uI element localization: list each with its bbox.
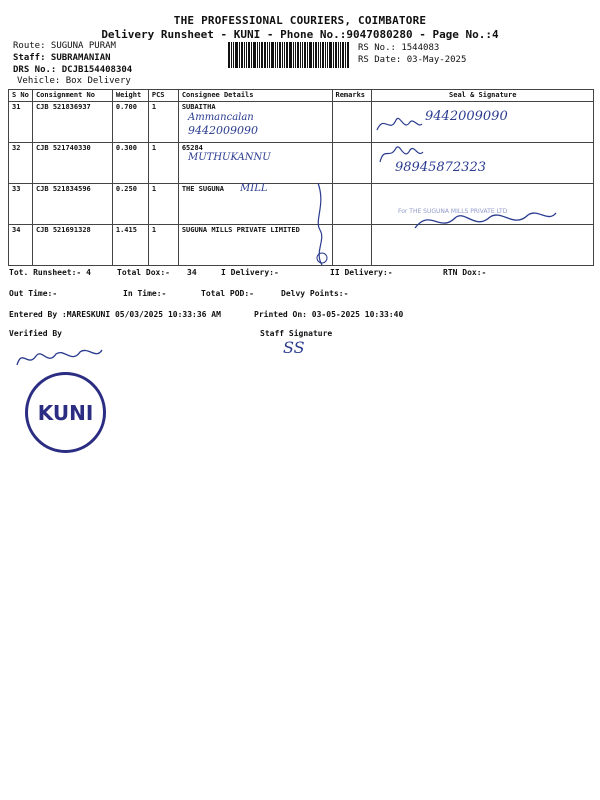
barcode-bar: [320, 42, 321, 68]
total-dox-value: 34: [187, 268, 197, 277]
kuni-stamp: [25, 372, 106, 453]
barcode-bar: [275, 42, 276, 68]
handwritten-bracket: [300, 180, 340, 270]
rs-date: RS Date: 03-May-2025: [358, 55, 467, 65]
col-remarks: Remarks: [332, 90, 372, 102]
barcode-bar: [329, 42, 332, 68]
barcode-bar: [267, 42, 268, 68]
barcode-bar: [239, 42, 240, 68]
barcode-bar: [304, 42, 306, 68]
rtn-dox: RTN Dox:-: [443, 268, 487, 277]
total-pod: Total POD:-: [201, 289, 254, 298]
cell-sno: 32: [9, 143, 33, 184]
col-consignee: Consignee Details: [178, 90, 332, 102]
barcode-bar: [302, 42, 303, 68]
barcode-bar: [307, 42, 308, 68]
barcode-bar: [289, 42, 292, 68]
cell-sno: 31: [9, 102, 33, 143]
barcode-bar: [342, 42, 344, 68]
total-dox-label: Total Dox:-: [117, 268, 170, 277]
handwritten-name-row1: Ammancalan: [188, 112, 254, 123]
handwritten-sig-phone-row2: 98945872323: [395, 160, 486, 175]
entered-by: Entered By :MARESKUNI 05/03/2025 10:33:36 AM: [9, 310, 221, 319]
barcode-bar: [327, 42, 328, 68]
handwritten-phone-row1: 9442009090: [188, 124, 258, 137]
barcode-bar: [297, 42, 299, 68]
barcode-bar: [284, 42, 285, 68]
handwritten-suffix-row3: MILL: [240, 183, 268, 194]
verified-by: Verified By: [9, 329, 62, 338]
cell-consignment: CJB 521691328: [32, 225, 112, 266]
barcode-bar: [322, 42, 324, 68]
cell-pcs: 1: [148, 225, 178, 266]
cell-weight: 0.700: [112, 102, 148, 143]
cell-sno: 33: [9, 184, 33, 225]
signature-row4: [410, 203, 560, 238]
barcode-bar: [300, 42, 301, 68]
barcode-bar: [241, 42, 243, 68]
cell-remarks: [332, 102, 372, 143]
table-header-row: [9, 90, 594, 102]
barcode-bar: [271, 42, 274, 68]
col-consignment: Consignment No: [32, 90, 112, 102]
barcode-bar: [269, 42, 270, 68]
barcode-bar: [286, 42, 288, 68]
vehicle-info: Vehicle: Box Delivery: [17, 76, 131, 86]
barcode-bar: [335, 42, 337, 68]
drs-info: DRS No.: DCJB154408304: [13, 65, 133, 75]
col-weight: Weight: [112, 90, 148, 102]
company-stamp: For THE SUGUNA MILLS PRIVATE LTD: [398, 208, 508, 215]
i-delivery: I Delivery:-: [221, 268, 279, 277]
barcode-bar: [264, 42, 266, 68]
staff-signature-initials: SS: [283, 338, 305, 357]
barcode-bar: [333, 42, 334, 68]
drs-barcode: [228, 42, 353, 68]
barcode-bar: [282, 42, 283, 68]
handwritten-sig-phone-row1: 9442009090: [425, 109, 508, 124]
barcode-bar: [347, 42, 349, 68]
barcode-bar: [293, 42, 294, 68]
barcode-bar: [246, 42, 247, 68]
barcode-bar: [277, 42, 278, 68]
runsheet-subtitle: Delivery Runsheet - KUNI - Phone No.:9047080280 - Page No.:4: [101, 28, 499, 41]
barcode-bar: [259, 42, 260, 68]
verified-signature: [12, 340, 107, 375]
cell-consignee: SUGUNA MILLS PRIVATE LIMITED: [178, 225, 332, 266]
barcode-bar: [315, 42, 317, 68]
route-info: Route: SUGUNA PURAM: [13, 41, 116, 51]
barcode-bar: [295, 42, 296, 68]
barcode-bar: [261, 42, 263, 68]
cell-remarks: [332, 143, 372, 184]
barcode-bar: [248, 42, 250, 68]
signature-row2: [376, 140, 426, 168]
barcode-bar: [257, 42, 258, 68]
barcode-bar: [325, 42, 326, 68]
cell-pcs: 1: [148, 184, 178, 225]
delvy-points: Delvy Points:-: [281, 289, 349, 298]
barcode-bar: [345, 42, 346, 68]
barcode-bar: [338, 42, 339, 68]
col-seal: Seal & Signature: [372, 90, 594, 102]
cell-sno: 34: [9, 225, 33, 266]
cell-pcs: 1: [148, 102, 178, 143]
barcode-bar: [279, 42, 281, 68]
barcode-bar: [244, 42, 245, 68]
total-runsheet: Tot. Runsheet:- 4: [9, 268, 91, 277]
barcode-bar: [231, 42, 232, 68]
barcode-bar: [253, 42, 256, 68]
out-time: Out Time:-: [9, 289, 58, 298]
cell-consignment: CJB 521836937: [32, 102, 112, 143]
staff-info: Staff: SUBRAMANIAN: [13, 53, 111, 63]
barcode-bar: [228, 42, 230, 68]
rs-number: RS No.: 1544083: [358, 43, 440, 53]
cell-consignee: THE SUGUNA: [178, 184, 332, 225]
staff-signature-label: Staff Signature: [260, 329, 333, 338]
table-row: [9, 143, 594, 184]
barcode-bar: [313, 42, 314, 68]
col-sno: S No: [9, 90, 33, 102]
barcode-bar: [309, 42, 312, 68]
barcode-bar: [233, 42, 234, 68]
company-title: THE PROFESSIONAL COURIERS, COIMBATORE: [173, 14, 427, 27]
signature-row1: [374, 110, 424, 138]
printed-on: Printed On: 03-05-2025 10:33:40: [254, 310, 404, 319]
cell-weight: 0.250: [112, 184, 148, 225]
col-pcs: PCS: [148, 90, 178, 102]
barcode-bar: [251, 42, 252, 68]
cell-consignee: SUBAITHA: [178, 102, 332, 143]
in-time: In Time:-: [123, 289, 167, 298]
cell-consignee: 65284: [178, 143, 332, 184]
cell-consignment: CJB 521834596: [32, 184, 112, 225]
cell-weight: 1.415: [112, 225, 148, 266]
ii-delivery: II Delivery:-: [330, 268, 393, 277]
barcode-bar: [340, 42, 341, 68]
cell-weight: 0.300: [112, 143, 148, 184]
cell-consignment: CJB 521740330: [32, 143, 112, 184]
cell-pcs: 1: [148, 143, 178, 184]
kuni-stamp-text: KUNI: [37, 400, 94, 425]
handwritten-name-row2: MUTHUKANNU: [188, 152, 271, 163]
barcode-bar: [318, 42, 319, 68]
barcode-bar: [235, 42, 238, 68]
